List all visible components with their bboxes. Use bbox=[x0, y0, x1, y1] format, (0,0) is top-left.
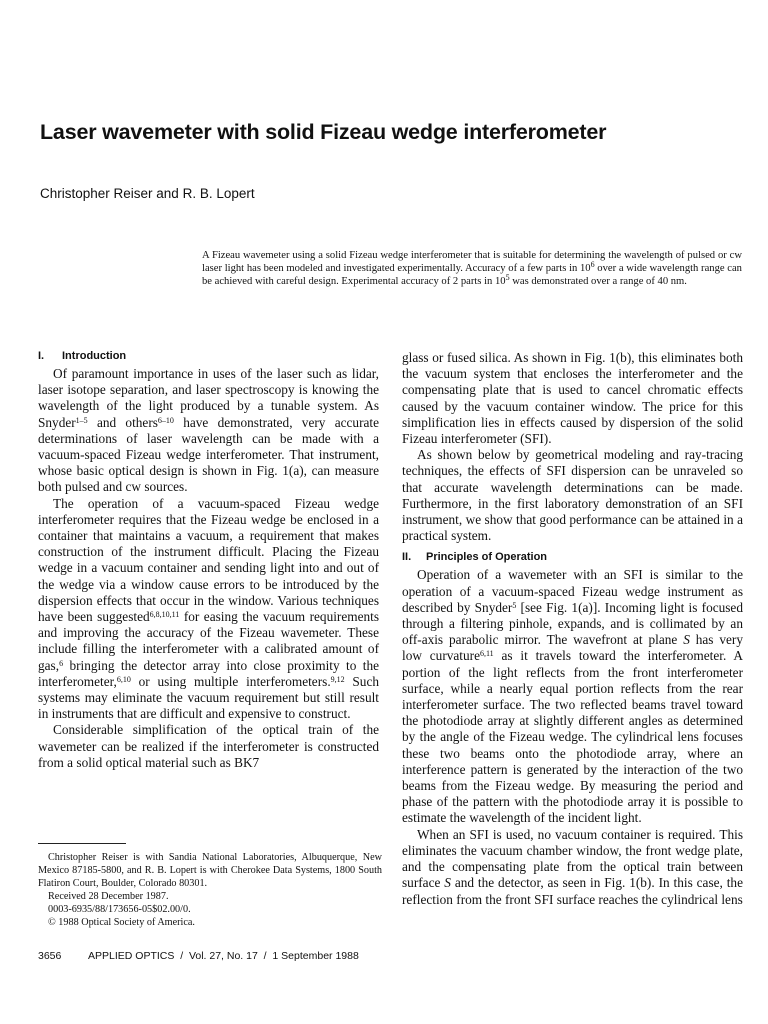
footnote bbox=[38, 851, 382, 929]
footnote-copyright: © 1988 Optical Society of America. bbox=[48, 917, 195, 928]
section-title: Principles of Operation bbox=[426, 551, 548, 564]
section-heading-principles bbox=[402, 551, 743, 563]
citation: 6,8,10,11 bbox=[149, 610, 180, 620]
footnote-code: 0003-6935/88/173656-05$02.00/0. bbox=[48, 904, 191, 915]
paragraph-3: Considerable simplification of the optical train of the wavemeter can be realized if the interferometer is constructed from a solid optical material such as BK7 bbox=[38, 722, 379, 770]
abstract-text-2: over a wide wavelength range can be achieved with careful design. Experimental accuracy of 2 parts in 10 bbox=[202, 262, 742, 287]
right-column bbox=[402, 350, 743, 908]
abstract-text-3: was demonstrated over a range of 40 nm. bbox=[509, 275, 687, 287]
paragraph-text: has very low curvature bbox=[402, 632, 743, 664]
paragraph-6 bbox=[402, 567, 743, 826]
section-title: Introduction bbox=[62, 350, 127, 362]
footnote-affiliation: Christopher Reiser is with Sandia National Laboratories, Albuquerque, New Mexico 87185-5800, and R. B. Lopert is with Cherokee Data Systems, 1800 South Flatiron Court, Boulder, Colorado 80301. bbox=[38, 852, 382, 889]
paragraph-4: glass or fused silica. As shown in Fig. 1(b), this eliminates both the vacuum system that encloses the interferometer and the compensating plate that is used to cancel chromatic effects caused by the vacuum container window. The price for this simplification lies in effects caused by dispersion of the solid Fizeau interferometer (SFI). bbox=[402, 350, 743, 447]
paragraph-1 bbox=[38, 366, 379, 496]
citation: 6 bbox=[59, 658, 64, 668]
citation: 1–5 bbox=[75, 415, 88, 425]
paragraph-7 bbox=[402, 827, 743, 908]
footnote-rule bbox=[38, 843, 126, 844]
paragraph-2 bbox=[38, 496, 379, 723]
citation: 5 bbox=[512, 600, 517, 610]
paragraph-text: for easing the vacuum requirements and improving the accuracy of the Fizeau wavemeter. These include filling the interferometer with a calibrated amount of gas, bbox=[38, 609, 379, 673]
section-number: II. bbox=[402, 551, 412, 564]
paragraph-5: As shown below by geometrical modeling and ray-tracing techniques, the effects of SFI dispersion can be unraveled so that accurate wavelength determinations can be made. Furthermore, in the first laboratory demonstration of an SFI instrument, we show that good performance can be attained in a practical system. bbox=[402, 447, 743, 544]
section-heading-introduction bbox=[38, 350, 379, 362]
footnote-received: Received 28 December 1987. bbox=[48, 891, 169, 902]
paragraph-text: The operation of a vacuum-spaced Fizeau wedge interferometer requires that the Fizeau wedge be enclosed in a container that maintains a vacuum, a requirement that makes construction of the instrument difficult. Placing the Fizeau wedge in a vacuum container and sending light into and out of the wedge via a window cause errors to be introduced by the dispersion effects that occur in the window. Various techniques have been suggested bbox=[38, 495, 379, 625]
paragraph-text: When an SFI is used, no vacuum container is required. This eliminates the vacuum chamber window, the front wedge plate, and the compensating plate from the optical train between surface bbox=[402, 826, 743, 891]
page-number: 3656 bbox=[38, 950, 62, 962]
paragraph-text: bringing the detector array into close proximity to the interferometer, bbox=[38, 657, 379, 689]
paragraph-text: or using multiple interferometers. bbox=[130, 673, 331, 689]
article-title: Laser wavemeter with solid Fizeau wedge interferometer bbox=[40, 120, 607, 144]
abstract-text-1: A Fizeau wavemeter using a solid Fizeau wedge interferometer that is suitable for determining the wavelength of pulsed or cw laser light has been modeled and investigated experimentally. Accuracy of a few parts in 10 bbox=[202, 250, 742, 274]
math-symbol: S bbox=[444, 875, 451, 891]
citation: 6,11 bbox=[479, 649, 494, 659]
paragraph-text: have demonstrated, very accurate determinations of laser wavelength can be made with a vacuum-spaced Fizeau wedge interferometer. That instrument, whose basic optical design is shown in Fig. 1(a), can measure both pulsed and cw sources. bbox=[38, 414, 379, 495]
citation: 6,10 bbox=[116, 674, 131, 684]
left-column bbox=[38, 350, 379, 771]
section-number: I. bbox=[38, 350, 45, 362]
citation: 6–10 bbox=[157, 415, 174, 425]
paragraph-text: Operation of a wavemeter with an SFI is similar to the operation of a vacuum-spaced Fizeau wedge instrument as described by Snyder bbox=[402, 567, 743, 615]
paragraph-text: Such systems may eliminate the vacuum requirement but still result in instruments that are difficult and expensive to construct. bbox=[38, 673, 379, 722]
abstract-exponent-1: 6 bbox=[590, 259, 595, 269]
math-symbol: S bbox=[683, 632, 690, 648]
paragraph-text: and others bbox=[87, 414, 158, 430]
abstract-exponent-2: 5 bbox=[505, 272, 510, 282]
page-footer bbox=[38, 950, 359, 962]
paragraph-text: and the detector, as seen in Fig. 1(b). In this case, the reflection from the front SFI surface reaches the cylindrical lens bbox=[402, 875, 743, 907]
author-line: Christopher Reiser and R. B. Lopert bbox=[40, 186, 255, 201]
paragraph-text: Of paramount importance in uses of the laser such as lidar, laser isotope separation, and laser spectroscopy is knowing the wavelength of the light produced by a tunable system. As Snyder bbox=[38, 366, 379, 430]
citation: 9,12 bbox=[330, 674, 345, 684]
paragraph-text: [see Fig. 1(a)]. Incoming light is focused through a filtering pinhole, expands, and is collimated by an off-axis parabolic mirror. The wavefront at plane bbox=[402, 599, 743, 648]
journal-citation: APPLIED OPTICS / Vol. 27, No. 17 / 1 September 1988 bbox=[88, 950, 359, 962]
abstract bbox=[202, 250, 742, 288]
paragraph-text: as it travels toward the interferometer. A portion of the light reflects from the front interferometer surface, while a nearly equal portion reflects from the rear interferometer surface. The two reflected beams travel toward the photodiode array at slightly different angles as determined by the angle of the Fizeau wedge. The cylindrical lens focuses these two beams onto the photodiode array, where an interference pattern is generated by the interaction of the two beams from the Fizeau wedge. By measuring the period and phase of the pattern with the photodiode array it is possible to estimate the wavelength of the incident light. bbox=[402, 648, 743, 826]
